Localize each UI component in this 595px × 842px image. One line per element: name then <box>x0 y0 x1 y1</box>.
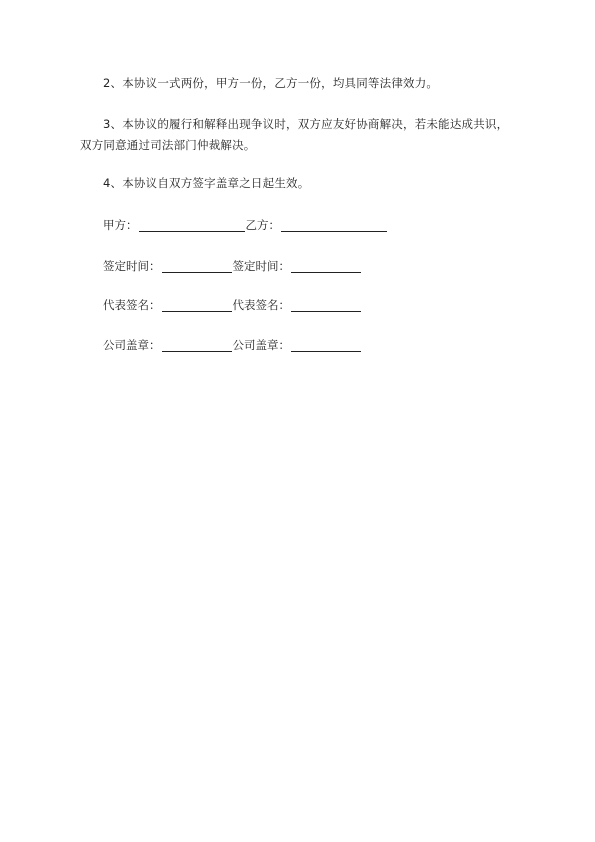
clause-4 <box>80 173 530 194</box>
date-signature-row <box>103 257 362 275</box>
date-label-b: 签定时间： <box>232 259 290 273</box>
rep-label-a: 代表签名： <box>103 298 161 312</box>
clause-4-text: 4、本协议自双方签字盖章之日起生效。 <box>103 176 310 190</box>
party-signature-row <box>103 216 388 234</box>
seal-label-a: 公司盖章： <box>103 338 161 352</box>
clause-3 <box>80 114 530 156</box>
party-a-label: 甲方： <box>103 218 138 232</box>
party-b-label: 乙方： <box>245 218 280 232</box>
seal-label-b: 公司盖章： <box>232 338 290 352</box>
clause-3-text-line1: 3、本协议的履行和解释出现争议时，双方应友好协商解决，若未能达成共识， <box>103 117 509 131</box>
rep-blank-a <box>162 298 232 312</box>
representative-signature-row <box>103 296 362 314</box>
party-a-blank <box>139 218 245 232</box>
clause-3-text-line2: 双方同意通过司法部门仲裁解决。 <box>80 138 256 152</box>
rep-blank-b <box>291 298 361 312</box>
clause-2-text: 2、本协议一式两份，甲方一份，乙方一份，均具同等法律效力。 <box>103 76 439 90</box>
clause-2 <box>80 73 530 94</box>
date-blank-a <box>162 259 232 273</box>
date-blank-b <box>291 259 361 273</box>
party-b-blank <box>281 218 387 232</box>
date-label-a: 签定时间： <box>103 259 161 273</box>
seal-blank-b <box>291 338 361 352</box>
seal-signature-row <box>103 336 362 354</box>
rep-label-b: 代表签名： <box>232 298 290 312</box>
seal-blank-a <box>162 338 232 352</box>
